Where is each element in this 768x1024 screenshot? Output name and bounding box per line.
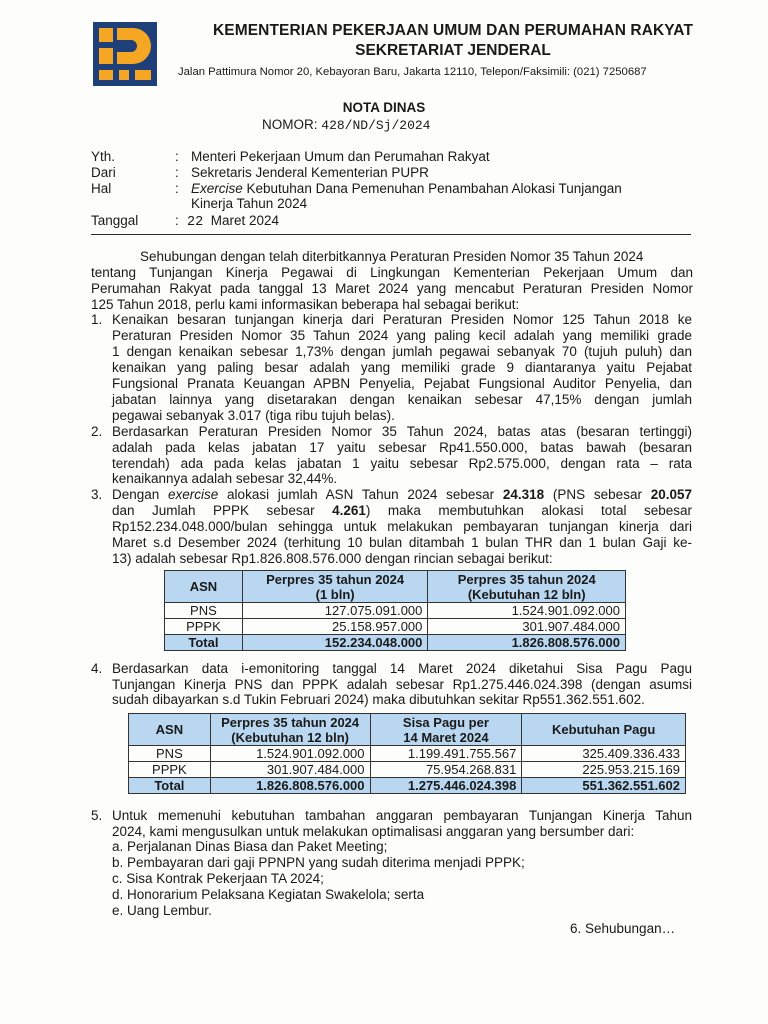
item1-line: 1 dengan kenaikan sebesar 1,73% dengan jumlah pegawai sebanyak 70 (tujuh puluh) dan	[112, 344, 692, 359]
item3-line: Dengan exercise alokasi jumlah ASN Tahun 2024 sebesar 24.318 (PNS sebesar 20.057	[112, 487, 692, 502]
ministry-name: KEMENTERIAN PEKERJAAN UMUM DAN PERUMAHAN RAKYAT	[212, 22, 694, 39]
item3-line: 13) adalah sebesar Rp1.826.808.576.000 dengan rincian sebagai berikut:	[112, 551, 553, 566]
intro-line: 125 Tahun 2018, perlu kami informasikan beberapa hal sebagai berikut:	[91, 297, 520, 312]
nota-title: NOTA DINAS	[342, 100, 426, 115]
item-number: 5.	[91, 808, 103, 823]
item4-line: sudah dibayarkan s.d Tukin Februari 2024) maka dibutuhkan sekitar Rp551.362.551.602.	[112, 692, 645, 707]
item-number: 1.	[91, 312, 103, 327]
item-number: 4.	[91, 661, 103, 676]
item1-line: jabatan lainnya yang disetarakan dengan kenaikan sebesar 47,15% dengan jumlah	[112, 392, 692, 407]
table-row: PNS 127.075.091.000 1.524.901.092.000	[165, 603, 626, 619]
item1-line: Kenaikan besaran tunjangan kinerja dari Peraturan Presiden Nomor 125 Tahun 2018 ke	[112, 312, 692, 327]
table-header: Perpres 35 tahun 2024 (Kebutuhan 12 bln)	[210, 714, 370, 746]
item5-sub: d. Honorarium Pelaksana Kegiatan Swakelola; serta	[112, 887, 425, 902]
table-header: Sisa Pagu per 14 Maret 2024	[370, 714, 522, 746]
table-header: ASN	[129, 714, 211, 746]
item5-sub: b. Pembayaran dari gaji PPNPN yang sudah diterima menjadi PPPK;	[112, 855, 525, 870]
table-total-row: Total 1.826.808.576.000 1.275.446.024.398 551.362.551.602	[129, 778, 686, 794]
table-tukin-perpres	[164, 570, 626, 651]
nota-number-label: NOMOR:	[262, 117, 318, 132]
item2-line: kenaikannya adalah sebesar 32,44%.	[112, 471, 338, 486]
item1-line: kenaikan yang paling besar adalah yang memiliki grade 9 diantaranya yaitu Pejabat	[112, 360, 692, 375]
address-line: Jalan Pattimura Nomor 20, Kebayoran Baru, Jakarta 12110, Telepon/Faksimili: (021) 7250687	[178, 66, 647, 78]
item5-sub: c. Sisa Kontrak Pekerjaan TA 2024;	[112, 871, 324, 886]
item5-sub: e. Uang Lembur.	[112, 903, 212, 918]
item4-line: Berdasarkan data i-emonitoring tanggal 14 Maret 2024 diketahui Sisa Pagu Pagu	[112, 661, 692, 676]
intro-line: Perumahan Rakyat pada tanggal 13 Maret 2024 yang mencabut Peraturan Presiden Nomor	[91, 281, 693, 296]
divider	[91, 234, 691, 235]
intro-line: tentang Tunjangan Kinerja Pegawai di Lingkungan Kementerian Pekerjaan Umum dan	[91, 265, 693, 280]
next-page-marker: 6. Sehubungan…	[570, 921, 676, 936]
item5-line: Untuk memenuhi kebutuhan tambahan anggaran pembayaran Tunjangan Kinerja Tahun	[112, 808, 692, 823]
item5-line: 2024, kami mengusulkan untuk melakukan optimalisasi anggaran yang bersumber dari:	[112, 824, 635, 839]
nota-number-value: 428/ND/Sj/2024	[321, 118, 431, 133]
intro-line: Sehubungan dengan telah diterbitkannya Peraturan Presiden Nomor 35 Tahun 2024	[140, 249, 644, 264]
table-header: ASN	[165, 571, 243, 603]
table-header: Perpres 35 tahun 2024 (1 bln)	[242, 571, 428, 603]
table-row: PPPK 301.907.484.000 75.954.268.831 225.953.215.169	[129, 762, 686, 778]
item2-line: adalah pada kelas jabatan 17 yaitu sebesar Rp41.550.000, batas bawah (besaran	[112, 440, 692, 455]
item1-line: Fungsional Pranata Keuangan APBN Penyelia, Pejabat Fungsional Auditor Penyelia, dan	[112, 376, 692, 391]
document-page: KEMENTERIAN PEKERJAAN UMUM DAN PERUMAHAN RAKYAT SEKRETARIAT JENDERAL Jalan Pattimura Nomor 20, Kebayoran Baru, Jakarta 12110, Telepon/Faksimili: (021) 7250687 NOTA DINAS NOMOR: 428/ND/Sj/2024 Yth. : Menteri Pekerjaan Umum dan Perumahan Rakyat Dari : Sekretaris Jenderal Kementerian PUPR Hal : Exercise Kebutuhan Dana Pemenuhan Penambahan Alokasi Tunjangan Kinerja Tahun 2024 Tanggal : 22 Maret 2024 Sehubungan dengan telah diterbitkannya Peraturan Presiden Nomor 35 Tahun 2024 tentang Tunjangan Kinerja Pegawai di Lingkungan Kementerian Pekerjaan Umum dan Perumahan Rakyat pada tanggal 13 Maret 2024 yang mencabut Peraturan Presiden Nomor 125 Tahun 2018, perlu kami informasikan beberapa hal sebagai berikut: 1. Kenaikan besaran tunjangan kinerja dari Peraturan Presiden Nomor 125 Tahun 2018 ke Peraturan Presiden Nomor 35 Tahun 2024 yang paling kecil adalah yang memiliki grade 1 dengan kenaikan sebesar 1,73% dengan jumlah pegawai sebanyak 70 (tujuh puluh) dan kenaikan yang paling besar adalah yang memiliki grade 9 diantaranya yaitu Pejabat Fungsional Pranata Keuangan APBN Penyelia, Pejabat Fungsional Auditor Penyelia, dan jabatan lainnya yang disetarakan dengan kenaikan sebesar 47,15% dengan jumlah pegawai sebanyak 3.017 (tiga ribu tujuh belas). 2. Berdasarkan Peraturan Presiden Nomor 35 Tahun 2024, batas atas (besaran tertinggi) adalah pada kelas jabatan 17 yaitu sebesar Rp41.550.000, batas bawah (besaran terendah) ada pada kelas jabatan 1 yaitu sebesar Rp2.575.000, dengan rata – rata kenaikannya adalah sebesar 32,44%. 3. Dengan exercise alokasi jumlah ASN Tahun 2024 sebesar 24.318 (PNS sebesar 20.057 dan Jumlah PPPK sebesar 4.261) maka membutuhkan alokasi total sebesar Rp152.234.048.000/bulan sehingga untuk melakukan pembayaran tunjangan kinerja dari Maret s.d Desember 2024 (terhitung 10 bulan ditambah 1 bulan THR dan 1 bulan Gaji ke- 13) adalah sebesar Rp1.826.808.576.000 dengan rincian sebagai berikut: ASN Perpres 35 tahun 2024 (1 bln) Perpres 35 tahun 2024 (Kebutuhan 12 bln) PNS 127.075.091.000 1.524.901.092.000 PPPK 25.158.957.000 301.907.484.000 Total 152.234.048.000 1.826.808.576.000 4. Berdasarkan data i-emonitoring tanggal 14 Maret 2024 diketahui Sisa Pagu Pagu Tunjangan Kinerja PNS dan PPPK adalah sebesar Rp1.275.446.024.398 (dengan asumsi sudah dibayarkan s.d Tukin Februari 2024) maka dibutuhkan sekitar Rp551.362.551.602. ASN Perpres 35 tahun 2024 (Kebutuhan 12 bln) Sisa Pagu per 14 Maret 2024 Kebutuhan Pagu PNS 1.524.901.092.000 1.199.491.755.567 325.409.336.433 PPPK 301.907.484.000 75.954.268.831 225.953.215.169 Total 1.826.808.576.000 1.275.446.024.398 551.362.551.602 5. Untuk memenuhi kebutuhan tambahan anggaran pembayaran Tunjangan Kinerja Tahun 2024, kami mengusulkan untuk melakukan optimalisasi anggaran yang bersumber dari: a. Perjalanan Dinas Biasa dan Paket Meeting; b. Pembayaran dari gaji PPNPN yang sudah diterima menjadi PPPK; c. Sisa Kontrak Pekerjaan TA 2024; d. Honorarium Pelaksana Kegiatan Swakelola; serta e. Uang Lembur. 6. Sehubungan…	[0, 0, 768, 1024]
item-number: 2.	[91, 424, 103, 439]
item3-line: Rp152.234.048.000/bulan sehingga untuk melakukan pembayaran tunjangan kinerja dari	[112, 519, 692, 534]
item-number: 3.	[91, 487, 103, 502]
nota-number	[262, 117, 430, 133]
table-row: PPPK 25.158.957.000 301.907.484.000	[165, 619, 626, 635]
table-header: Kebutuhan Pagu	[522, 714, 686, 746]
unit-name: SEKRETARIAT JENDERAL	[355, 42, 551, 59]
item4-line: Tunjangan Kinerja PNS dan PPPK adalah sebesar Rp1.275.446.024.398 (dengan asumsi	[112, 677, 692, 692]
item3-line: Maret s.d Desember 2024 (terhitung 10 bulan ditambah 1 bulan THR dan 1 bulan Gaji ke-	[112, 535, 692, 550]
item2-line: Berdasarkan Peraturan Presiden Nomor 35 Tahun 2024, batas atas (besaran tertinggi)	[112, 424, 692, 439]
item1-line: Peraturan Presiden Nomor 35 Tahun 2024 yang paling kecil adalah yang memiliki grade	[112, 328, 692, 343]
pupr-logo-icon	[93, 22, 157, 86]
table-row: PNS 1.524.901.092.000 1.199.491.755.567 325.409.336.433	[129, 746, 686, 762]
table-header: Perpres 35 tahun 2024 (Kebutuhan 12 bln)	[428, 571, 626, 603]
table-total-row: Total 152.234.048.000 1.826.808.576.000	[165, 635, 626, 651]
table-kebutuhan-pagu	[128, 713, 686, 794]
item1-line: pegawai sebanyak 3.017 (tiga ribu tujuh belas).	[112, 408, 395, 423]
item2-line: terendah) ada pada kelas jabatan 1 yaitu sebesar Rp2.575.000, dengan rata – rata	[112, 456, 692, 471]
item5-sub: a. Perjalanan Dinas Biasa dan Paket Meeting;	[112, 839, 388, 854]
item3-line: dan Jumlah PPPK sebesar 4.261) maka membutuhkan alokasi total sebesar	[112, 503, 692, 518]
